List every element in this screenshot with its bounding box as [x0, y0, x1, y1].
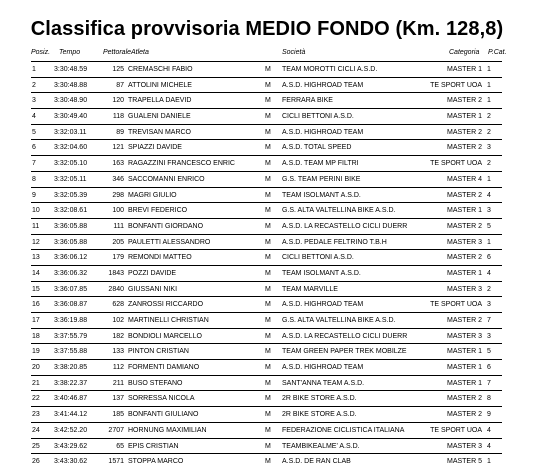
cell-athlete: STOPPA MARCO: [128, 458, 184, 466]
cell-bib: 133: [112, 348, 124, 356]
cell-sex: M: [265, 317, 271, 324]
cell-bib: 1843: [108, 269, 124, 277]
cell-team: TEAM ISOLMANT A.S.D.: [282, 191, 361, 199]
cell-team: G.S. ALTA VALTELLINA BIKE A.S.D.: [282, 317, 396, 324]
cell-category: MASTER 4: [446, 175, 482, 183]
cell-pos: 8: [32, 175, 36, 183]
cell-pos: 21: [32, 379, 40, 387]
cell-sex: M: [265, 411, 271, 419]
cell-pos: 3: [32, 97, 36, 105]
table-row: [31, 187, 502, 203]
cell-sex: M: [265, 191, 271, 199]
cell-pos: 7: [32, 160, 36, 168]
cell-sex: M: [265, 254, 271, 262]
cell-time: 3:43:29.62: [54, 442, 88, 450]
cell-athlete: PINTON CRISTIAN: [128, 348, 189, 356]
cell-bib: 2707: [108, 426, 124, 434]
cell-time: 3:36:19.88: [54, 317, 88, 324]
header-athlete: Atleta: [131, 49, 149, 56]
header-category: Categoria: [449, 49, 480, 56]
cell-team: A.S.D. HIGHROAD TEAM: [282, 128, 364, 136]
cell-team: A.S.D. LA RECASTELLO CICLI DUERR: [282, 222, 408, 230]
cell-athlete: FORMENTI DAMIANO: [128, 364, 200, 372]
cell-sex: M: [265, 81, 271, 89]
table-row: [31, 218, 502, 234]
cell-athlete: PAULETTI ALESSANDRO: [128, 238, 211, 246]
cell-pos: 19: [32, 348, 40, 356]
cell-athlete: SACCOMANNI ENRICO: [128, 175, 205, 183]
cell-pcat: 2: [487, 285, 491, 293]
cell-sex: M: [265, 144, 271, 152]
cell-sex: M: [265, 301, 271, 309]
cell-category: MASTER 2: [446, 411, 482, 419]
cell-pcat: 1: [487, 66, 491, 73]
cell-sex: M: [265, 458, 271, 466]
header-pcat: P.Cat.: [488, 49, 507, 56]
cell-pcat: 6: [487, 254, 491, 262]
cell-sex: M: [265, 442, 271, 450]
cell-pos: 22: [32, 395, 40, 403]
cell-pos: 6: [32, 144, 36, 152]
cell-bib: 120: [112, 97, 124, 105]
cell-athlete: BONDIOLI MARCELLO: [128, 332, 202, 340]
cell-athlete: SPIAZZI DAVIDE: [128, 144, 182, 152]
cell-category: MASTER 2: [446, 395, 482, 403]
cell-team: A.S.D. LA RECASTELLO CICLI DUERR: [282, 332, 408, 340]
cell-team: G.S. TEAM PERINI BIKE: [282, 175, 361, 183]
cell-team: TEAM MARVILLE: [282, 285, 338, 293]
cell-time: 3:38:22.37: [54, 379, 88, 387]
table-row: [31, 124, 502, 140]
table-row: [31, 438, 502, 454]
cell-pos: 25: [32, 442, 40, 450]
cell-pos: 4: [32, 113, 36, 121]
cell-category: MASTER 2: [446, 144, 482, 152]
cell-athlete: GIUSSANI NIKI: [128, 285, 178, 293]
cell-time: 3:36:06.32: [54, 269, 88, 277]
cell-bib: 102: [112, 317, 124, 324]
cell-pos: 9: [32, 191, 36, 199]
cell-category: MASTER 1: [446, 348, 482, 356]
cell-pcat: 1: [487, 97, 491, 105]
cell-athlete: TREVISAN MARCO: [128, 128, 192, 136]
cell-athlete: ZANROSSI RICCARDO: [128, 301, 204, 309]
cell-pcat: 2: [487, 128, 491, 136]
cell-time: 3:36:07.85: [54, 285, 88, 293]
cell-team: TEAMBIKEALME' A.S.D.: [282, 442, 360, 450]
cell-sex: M: [265, 269, 271, 277]
table-row: [31, 328, 502, 344]
table-row: [31, 77, 502, 93]
cell-athlete: MARTINELLI CHRISTIAN: [128, 317, 209, 324]
cell-time: 3:43:30.62: [54, 458, 88, 466]
cell-bib: 1571: [108, 458, 124, 466]
table-row: [31, 422, 502, 438]
results-table: [0, 61, 534, 469]
cell-category: MASTER 5: [446, 458, 482, 466]
table-row: [31, 139, 502, 155]
cell-time: 3:38:20.85: [54, 364, 88, 372]
cell-category: TE SPORT UOA: [430, 160, 482, 168]
cell-pos: 1: [32, 66, 36, 73]
table-row: [31, 108, 502, 124]
cell-pos: 26: [32, 458, 40, 466]
cell-bib: 163: [112, 160, 124, 168]
page-title: Classifica provvisoria MEDIO FONDO (Km. 128,8): [30, 18, 504, 40]
cell-category: MASTER 3: [446, 332, 482, 340]
cell-time: 3:30:49.40: [54, 113, 88, 121]
cell-category: MASTER 1: [446, 113, 482, 121]
cell-time: 3:32:04.60: [54, 144, 88, 152]
cell-pos: 14: [32, 269, 40, 277]
cell-sex: M: [265, 113, 271, 121]
cell-sex: M: [265, 426, 271, 434]
cell-category: MASTER 1: [446, 269, 482, 277]
cell-athlete: POZZI DAVIDE: [128, 269, 177, 277]
cell-athlete: ATTOLINI MICHELE: [128, 81, 192, 89]
cell-pos: 24: [32, 426, 40, 434]
cell-time: 3:32:08.61: [54, 207, 88, 215]
cell-bib: 111: [113, 222, 124, 230]
header-pos: Posiz.: [31, 49, 51, 56]
cell-team: A.S.D. HIGHROAD TEAM: [282, 301, 364, 309]
table-row: [31, 390, 502, 406]
table-row: [31, 281, 502, 297]
cell-athlete: EPIS CRISTIAN: [128, 442, 179, 450]
cell-time: 3:36:05.88: [54, 238, 88, 246]
cell-team: TEAM GREEN PAPER TREK MOBILZE: [282, 348, 407, 356]
cell-bib: 137: [112, 395, 124, 403]
table-row: [31, 234, 502, 250]
cell-time: 3:37:55.79: [54, 332, 88, 340]
table-row: [31, 312, 502, 328]
cell-bib: 89: [116, 128, 124, 136]
cell-time: 3:32:05.10: [54, 160, 88, 168]
cell-bib: 628: [112, 301, 124, 309]
cell-athlete: REMONDI MATTEO: [128, 254, 192, 262]
cell-pos: 23: [32, 411, 40, 419]
cell-pcat: 4: [487, 191, 491, 199]
cell-team: FEDERAZIONE CICLISTICA ITALIANA: [282, 426, 405, 434]
cell-bib: 211: [112, 379, 124, 387]
table-row: [31, 249, 502, 265]
cell-time: 3:37:55.88: [54, 348, 88, 356]
cell-sex: M: [265, 97, 271, 105]
cell-athlete: BREVI FEDERICO: [128, 207, 188, 215]
cell-athlete: SORRESSA NICOLA: [128, 395, 195, 403]
table-row: [31, 343, 502, 359]
cell-team: A.S.D. DE RAN CLAB: [282, 458, 351, 466]
cell-sex: M: [265, 332, 271, 340]
cell-category: TE SPORT UOA: [430, 81, 482, 89]
cell-pcat: 3: [487, 332, 491, 340]
cell-category: MASTER 2: [446, 128, 482, 136]
cell-bib: 100: [112, 207, 124, 215]
cell-time: 3:30:48.59: [54, 66, 88, 73]
cell-time: 3:40:46.87: [54, 395, 88, 403]
cell-bib: 185: [112, 411, 124, 419]
cell-sex: M: [265, 66, 271, 73]
cell-team: A.S.D. PEDALE FELTRINO T.B.H: [282, 238, 387, 246]
table-row: [31, 155, 502, 171]
cell-team: A.S.D. TOTAL SPEED: [282, 144, 352, 152]
cell-pcat: 4: [487, 269, 491, 277]
cell-category: MASTER 1: [446, 66, 482, 73]
cell-pos: 5: [32, 128, 36, 136]
cell-pcat: 7: [487, 317, 491, 324]
cell-athlete: BONFANTI GIULIANO: [128, 411, 199, 419]
cell-pcat: 5: [487, 222, 491, 230]
cell-pcat: 9: [487, 411, 491, 419]
cell-pcat: 1: [487, 175, 491, 183]
cell-time: 3:32:05.39: [54, 191, 88, 199]
cell-category: MASTER 3: [446, 442, 482, 450]
cell-sex: M: [265, 238, 271, 246]
cell-category: MASTER 2: [446, 222, 482, 230]
cell-category: MASTER 3: [446, 238, 482, 246]
cell-pos: 16: [32, 301, 40, 309]
cell-team: 2R BIKE STORE A.S.D.: [282, 395, 357, 403]
cell-team: G.S. ALTA VALTELLINA BIKE A.S.D.: [282, 207, 396, 215]
cell-pcat: 8: [487, 395, 491, 403]
cell-pcat: 7: [487, 379, 491, 387]
header-bib: Pettorale: [103, 49, 132, 56]
cell-pos: 17: [32, 317, 40, 324]
cell-pos: 11: [32, 222, 40, 230]
cell-pcat: 1: [487, 81, 491, 89]
cell-pcat: 1: [487, 458, 491, 466]
cell-category: MASTER 2: [446, 191, 482, 199]
cell-athlete: GUALENI DANIELE: [128, 113, 191, 121]
cell-pos: 15: [32, 285, 40, 293]
cell-bib: 125: [112, 66, 124, 73]
cell-category: TE SPORT UOA: [430, 426, 482, 434]
cell-category: TE SPORT UOA: [430, 301, 482, 309]
cell-bib: 118: [112, 113, 124, 121]
cell-time: 3:36:06.12: [54, 254, 88, 262]
cell-bib: 298: [112, 191, 124, 199]
cell-sex: M: [265, 285, 271, 293]
table-row: [31, 61, 502, 77]
cell-pcat: 2: [487, 113, 491, 121]
cell-bib: 2840: [108, 285, 124, 293]
cell-pos: 12: [32, 238, 40, 246]
cell-bib: 182: [112, 332, 124, 340]
cell-pcat: 6: [487, 364, 491, 372]
cell-bib: 65: [116, 442, 124, 450]
cell-team: TEAM ISOLMANT A.S.D.: [282, 269, 361, 277]
cell-time: 3:36:08.87: [54, 301, 88, 309]
cell-category: MASTER 1: [446, 207, 482, 215]
cell-pcat: 4: [487, 426, 491, 434]
cell-athlete: BUSO STEFANO: [128, 379, 183, 387]
cell-pos: 13: [32, 254, 40, 262]
cell-sex: M: [265, 348, 271, 356]
cell-athlete: RAGAZZINI FRANCESCO ENRIC: [128, 160, 235, 168]
cell-sex: M: [265, 128, 271, 136]
cell-pos: 18: [32, 332, 40, 340]
cell-pcat: 3: [487, 144, 491, 152]
cell-bib: 112: [112, 364, 124, 372]
cell-athlete: HORNUNG MAXIMILIAN: [128, 426, 207, 434]
cell-team: SANT'ANNA TEAM A.S.D.: [282, 379, 365, 387]
cell-pcat: 3: [487, 207, 491, 215]
table-row: [31, 375, 502, 391]
table-row: [31, 453, 502, 469]
cell-team: A.S.D. HIGHROAD TEAM: [282, 364, 364, 372]
cell-pos: 10: [32, 207, 40, 215]
table-row: [31, 202, 502, 218]
cell-bib: 121: [112, 144, 124, 152]
cell-team: CICLI BETTONI A.S.D.: [282, 113, 354, 121]
cell-team: A.S.D. TEAM MP FILTRI: [282, 160, 359, 168]
cell-pos: 20: [32, 364, 40, 372]
cell-sex: M: [265, 379, 271, 387]
cell-category: MASTER 1: [446, 364, 482, 372]
table-row: [31, 171, 502, 187]
cell-sex: M: [265, 364, 271, 372]
cell-team: A.S.D. HIGHROAD TEAM: [282, 81, 364, 89]
table-header: [0, 49, 534, 61]
cell-bib: 87: [116, 81, 124, 89]
cell-category: MASTER 2: [446, 317, 482, 324]
cell-athlete: BONFANTI GIORDANO: [128, 222, 204, 230]
table-row: [31, 296, 502, 312]
table-row: [31, 265, 502, 281]
cell-category: MASTER 2: [446, 254, 482, 262]
cell-pcat: 3: [487, 301, 491, 309]
cell-pcat: 5: [487, 348, 491, 356]
cell-team: TEAM MOROTTI CICLI A.S.D.: [282, 66, 378, 73]
cell-time: 3:32:03.11: [54, 128, 87, 136]
cell-team: CICLI BETTONI A.S.D.: [282, 254, 354, 262]
header-team: Società: [282, 49, 306, 56]
cell-time: 3:36:05.88: [54, 222, 88, 230]
cell-pcat: 1: [487, 238, 491, 246]
cell-time: 3:30:48.90: [54, 97, 88, 105]
cell-bib: 205: [112, 238, 124, 246]
cell-pos: 2: [32, 81, 36, 89]
cell-time: 3:30:48.88: [54, 81, 88, 89]
cell-team: 2R BIKE STORE A.S.D.: [282, 411, 357, 419]
cell-category: MASTER 1: [446, 379, 482, 387]
cell-sex: M: [265, 175, 271, 183]
cell-time: 3:42:52.20: [54, 426, 88, 434]
table-row: [31, 359, 502, 375]
cell-bib: 346: [112, 175, 124, 183]
cell-athlete: CREMASCHI FABIO: [128, 66, 193, 73]
cell-sex: M: [265, 207, 271, 215]
cell-category: MASTER 2: [446, 97, 482, 105]
cell-time: 3:32:05.11: [54, 175, 87, 183]
cell-pcat: 2: [487, 160, 491, 168]
cell-sex: M: [265, 222, 271, 230]
cell-sex: M: [265, 395, 271, 403]
cell-athlete: TRAPELLA DAEVID: [128, 97, 192, 105]
table-row: [31, 406, 502, 422]
cell-athlete: MAGRI GIULIO: [128, 191, 177, 199]
cell-team: FERRARA BIKE: [282, 97, 333, 105]
header-time: Tempo: [59, 49, 81, 56]
cell-category: MASTER 3: [446, 285, 482, 293]
cell-pcat: 4: [487, 442, 491, 450]
cell-sex: M: [265, 160, 271, 168]
cell-bib: 179: [112, 254, 124, 262]
cell-time: 3:41:44.12: [54, 411, 88, 419]
table-row: [31, 92, 502, 108]
